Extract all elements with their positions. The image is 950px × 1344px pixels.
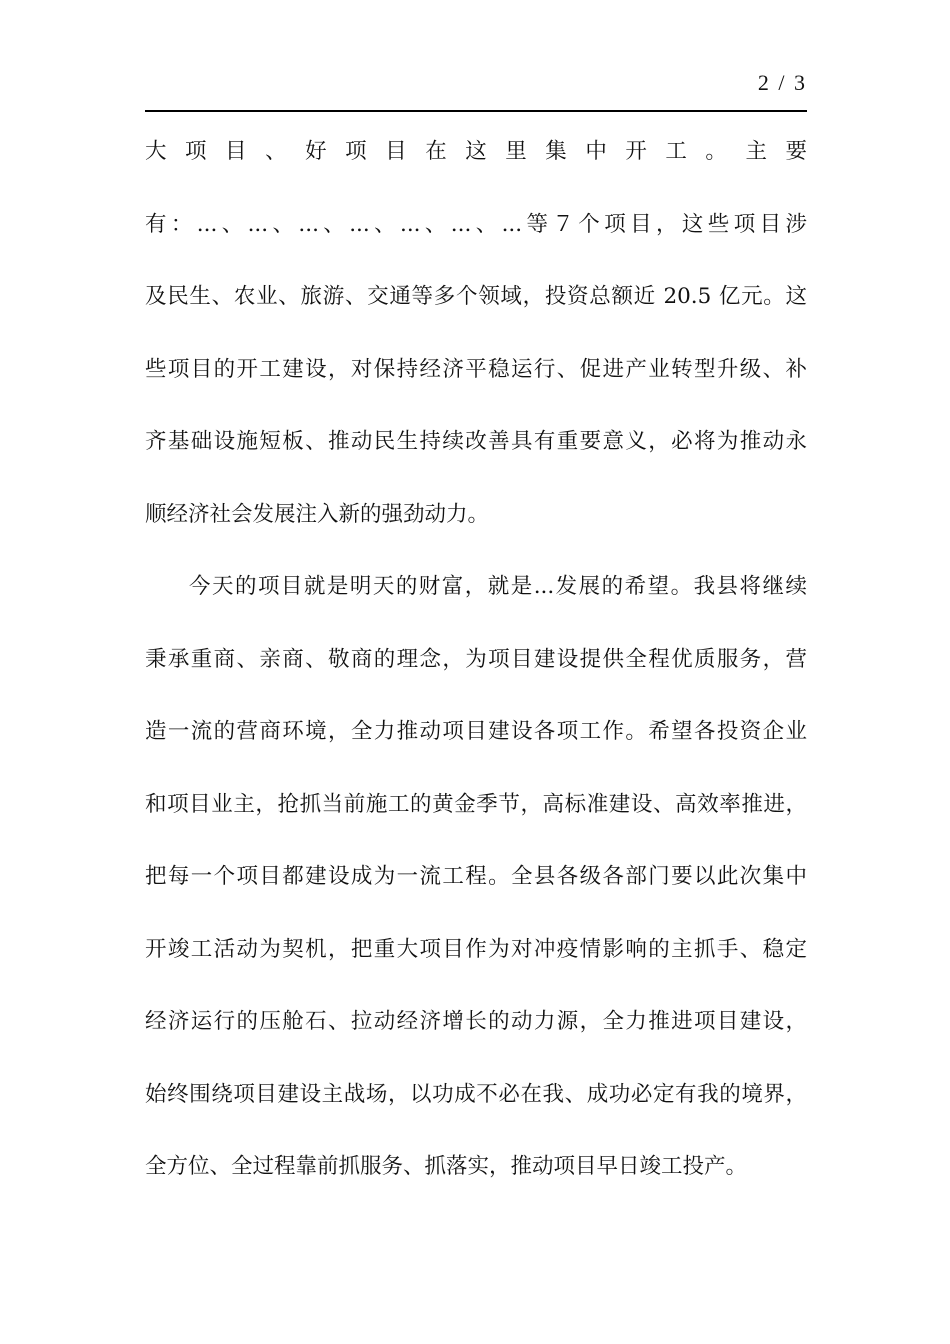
text-line: 大 项 目 、 好 项 目 在 这 里 集 中 开 工 。 主 要 [145,139,807,164]
text-line: 些项目的开工建设，对保持经济平稳运行、促进产业转型升级、补 [145,356,807,382]
text-line: 把每一个项目都建设成为一流工程。全县各级各部门要以此次集中 [145,864,807,889]
text-line: 有：...、...、...、...、...、...、...等７个项目，这些项目涉 [145,211,807,237]
document-body [145,127,807,1215]
text-line: 齐基础设施短板、推动民生持续改善具有重要意义，必将为推动永 [145,429,807,454]
text-line: 顺经济社会发展注入新的强劲动力。 [145,501,490,527]
paragraph-first-line: 今天的项目就是明天的财富，就是...发展的希望。我县将继续 [189,574,807,599]
text-line: 及民生、农业、旅游、交通等多个领域，投资总额近 20.5 亿元。这 [145,284,807,309]
header-divider [145,110,807,112]
text-line: 造一流的营商环境，全力推动项目建设各项工作。希望各投资企业 [145,719,807,744]
text-line: 开竣工活动为契机，把重大项目作为对冲疫情影响的主抓手、稳定 [145,936,807,962]
text-line: 和项目业主，抢抓当前施工的黄金季节，高标准建设、高效率推进， [145,791,807,817]
text-line: 秉承重商、亲商、敬商的理念，为项目建设提供全程优质服务，营 [145,646,807,672]
text-line: 始终围绕项目建设主战场，以功成不必在我、成功必定有我的境界， [145,1081,807,1107]
text-line: 经济运行的压舱石、拉动经济增长的动力源，全力推进项目建设， [145,1009,807,1034]
page-number: 2 / 3 [757,70,807,95]
text-line: 全方位、全过程靠前抓服务、抓落实，推动项目早日竣工投产。 [145,1154,748,1179]
